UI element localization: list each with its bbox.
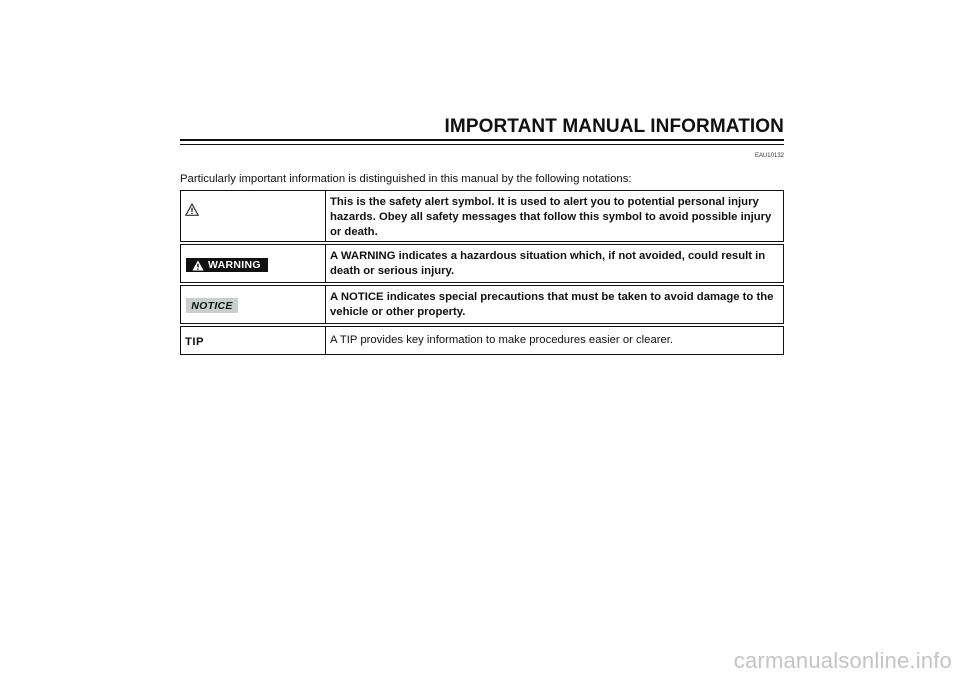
- warning-label: WARNING: [208, 259, 261, 271]
- tip-description: A TIP provides key information to make procedures easier or clearer.: [330, 334, 674, 346]
- notation-safety-alert: [180, 190, 784, 242]
- title-rule-thick: [180, 139, 784, 141]
- notation-warning: [180, 244, 784, 283]
- reference-code: EAU10132: [754, 153, 784, 159]
- safety-alert-triangle-icon: [185, 203, 199, 216]
- warning-description: A WARNING indicates a hazardous situation which, if not avoided, could result in death or serious injury.: [330, 250, 766, 277]
- notation-symbol-cell: [181, 245, 326, 282]
- notation-symbol-cell: [181, 327, 326, 354]
- notation-notice: [180, 285, 784, 324]
- tip-label: TIP: [185, 336, 205, 348]
- safety-alert-description: This is the safety alert symbol. It is used to alert you to potential personal injury hazards. Obey all safety messages that follow this symbol to avoid possible injury or death.: [330, 196, 772, 238]
- notation-symbol-cell: [181, 191, 326, 241]
- notation-symbol-cell: [181, 286, 326, 323]
- title-rule-thin: [180, 144, 784, 145]
- notice-badge: NOTICE: [186, 298, 238, 313]
- warning-badge: [186, 258, 268, 272]
- warning-triangle-icon: [192, 260, 204, 271]
- intro-text: Particularly important information is distinguished in this manual by the following notations:: [180, 173, 632, 185]
- page-title: IMPORTANT MANUAL INFORMATION: [444, 116, 784, 137]
- notation-tip: [180, 326, 784, 355]
- notice-description: A NOTICE indicates special precautions that must be taken to avoid damage to the vehicle or other property.: [330, 291, 774, 318]
- watermark-link[interactable]: carmanualsonline.info: [733, 648, 952, 673]
